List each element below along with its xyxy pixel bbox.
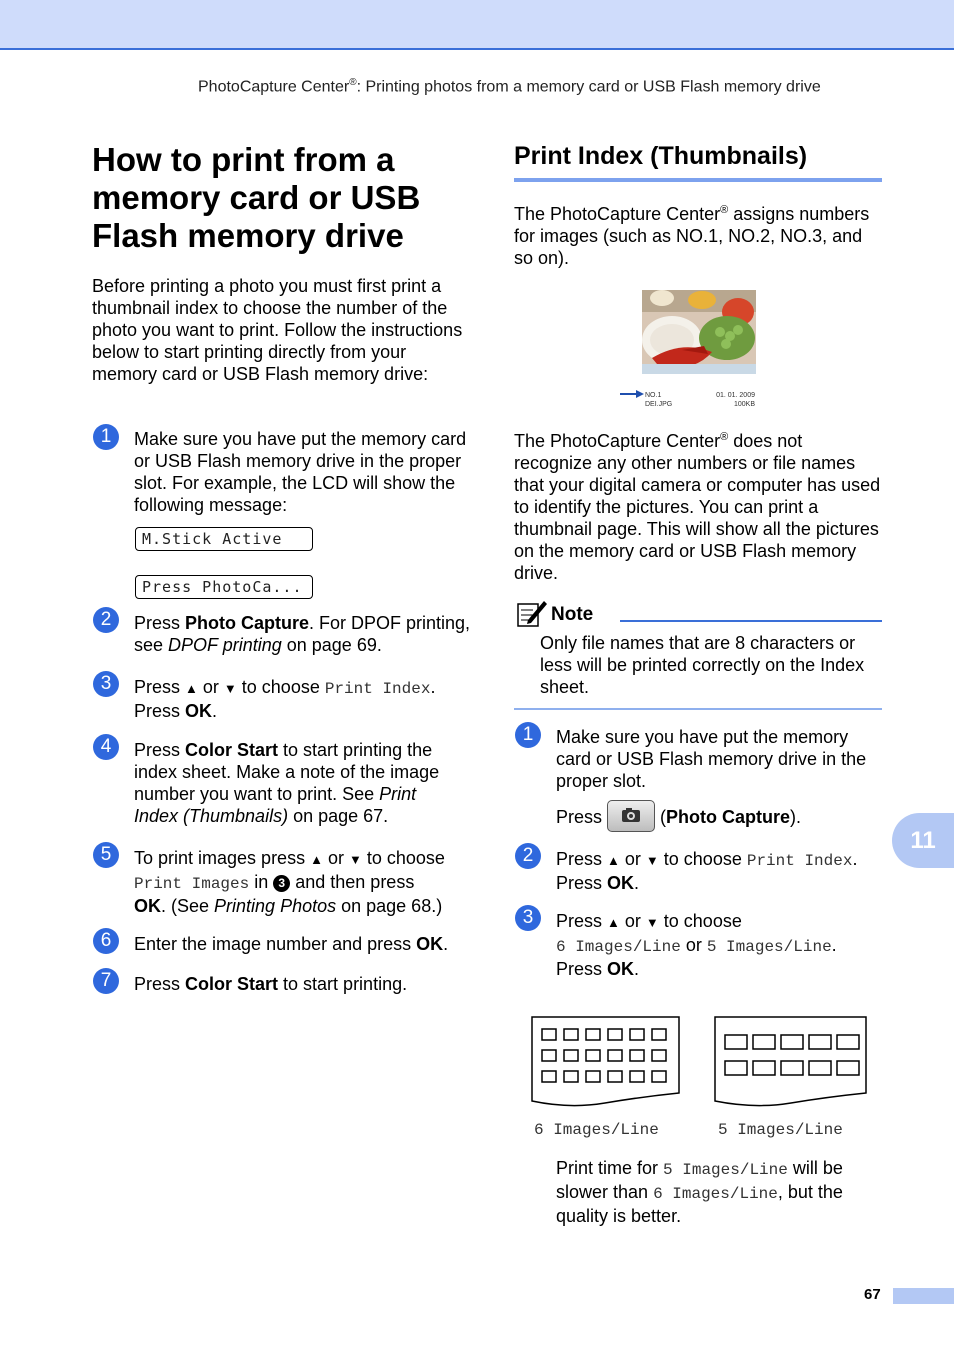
chapter-tab: 11 [892, 813, 954, 868]
step-ref-badge: 3 [273, 875, 290, 892]
step-7-text: Press Color Start to start printing. [134, 974, 408, 994]
step-5-text: To print images press ▲ or ▼ to choose Print Images in 3 and then press OK. (See Printing Photos on page 68.) [134, 848, 445, 916]
up-arrow-icon: ▲ [310, 852, 323, 867]
lcd-message: M.Stick Active [135, 527, 313, 551]
figure-label: 6 Images/Line [534, 1121, 659, 1139]
up-arrow-icon: ▲ [185, 681, 198, 696]
section-title: Print Index (Thumbnails) [514, 142, 808, 170]
page-number-bar [893, 1288, 954, 1304]
figure-label: 5 Images/Line [718, 1121, 843, 1139]
down-arrow-icon: ▼ [645, 915, 659, 930]
page-number: 67 [864, 1286, 881, 1303]
step-number: 3 [515, 905, 541, 931]
note-title: Note [551, 604, 594, 625]
note-icon [516, 598, 548, 628]
step-4-text: Press Color Start to start printing the index sheet. Make a note of the image number you want to print. See Print Index (Thumbnails) on page 67. [134, 740, 440, 826]
step-number: 6 [93, 928, 119, 954]
paragraph-2: The PhotoCapture Center® does not recognize any other numbers or file names that your digital camera or computer has used to identify the pictures. You can print a thumbnail page. This will show all the pictures on the memory card or USB Flash memory drive. [514, 431, 881, 583]
final-paragraph: Print time for 5 Images/Line will be slower than 6 Images/Line, but the quality is better. [556, 1158, 843, 1226]
thumb-caption-right: 01. 01. 2009 100KB [716, 392, 755, 408]
step-1-text: Make sure you have put the memory card or USB Flash memory drive in the proper slot. For example, the LCD will show the following message: [134, 429, 467, 515]
step-number: 1 [515, 722, 541, 748]
lcd-message: Press PhotoCa... [135, 575, 313, 599]
step-number: 4 [93, 734, 119, 760]
step-3-text: Press ▲ or ▼ to choose Print Index. Press OK. [134, 677, 436, 721]
paragraph-1: The PhotoCapture Center® assigns numbers for images (such as NO.1, NO.2, NO.3, and so on). [514, 204, 870, 268]
note-text: Only file names that are 8 characters or less will be printed correctly on the Index sheet. [540, 633, 865, 697]
up-arrow-icon: ▲ [607, 853, 620, 868]
five-per-line-sheet-icon [713, 1015, 869, 1115]
step-number: 7 [93, 968, 119, 994]
note-bottom-rule [514, 708, 882, 710]
thumb-caption-left: NO.1 DEI.JPG [645, 392, 673, 408]
note-rule [620, 620, 882, 622]
right-step-3-text: Press ▲ or ▼ to choose 6 Images/Line or 5 Images/Line. Press OK. [556, 911, 837, 979]
step-6-text: Enter the image number and press OK. [134, 934, 449, 954]
step-number: 2 [93, 607, 119, 633]
right-step-2-text: Press ▲ or ▼ to choose Print Index. Press OK. [556, 849, 858, 893]
step-number: 5 [93, 842, 119, 868]
photo-capture-button [607, 800, 655, 832]
down-arrow-icon: ▼ [645, 853, 659, 868]
page-title: How to print from a memory card or USB Flash memory drive [92, 141, 421, 254]
thumbnail-photo [642, 290, 756, 374]
step-number: 3 [93, 671, 119, 697]
top-band [0, 0, 954, 50]
up-arrow-icon: ▲ [607, 915, 620, 930]
six-per-line-sheet-icon [530, 1015, 682, 1115]
down-arrow-icon: ▼ [348, 852, 362, 867]
step-number: 1 [93, 424, 119, 450]
right-step-1-text: Make sure you have put the memory card or USB Flash memory drive in the proper slot. Press (Photo Capture). [556, 726, 882, 832]
running-header: PhotoCapture Center®: Printing photos from a memory card or USB Flash memory drive [198, 77, 821, 96]
down-arrow-icon: ▼ [223, 681, 237, 696]
section-rule [514, 178, 882, 182]
step-2-text: Press Photo Capture. For DPOF printing, see DPOF printing on page 69. [134, 613, 471, 655]
step-number: 2 [515, 843, 541, 869]
arrow-pointer-icon [620, 389, 644, 399]
intro-paragraph: Before printing a photo you must first print a thumbnail index to choose the number of the photo you want to print. Follow the instructions below to start printing directly from your memory card or USB Flash memory drive: [92, 276, 463, 384]
